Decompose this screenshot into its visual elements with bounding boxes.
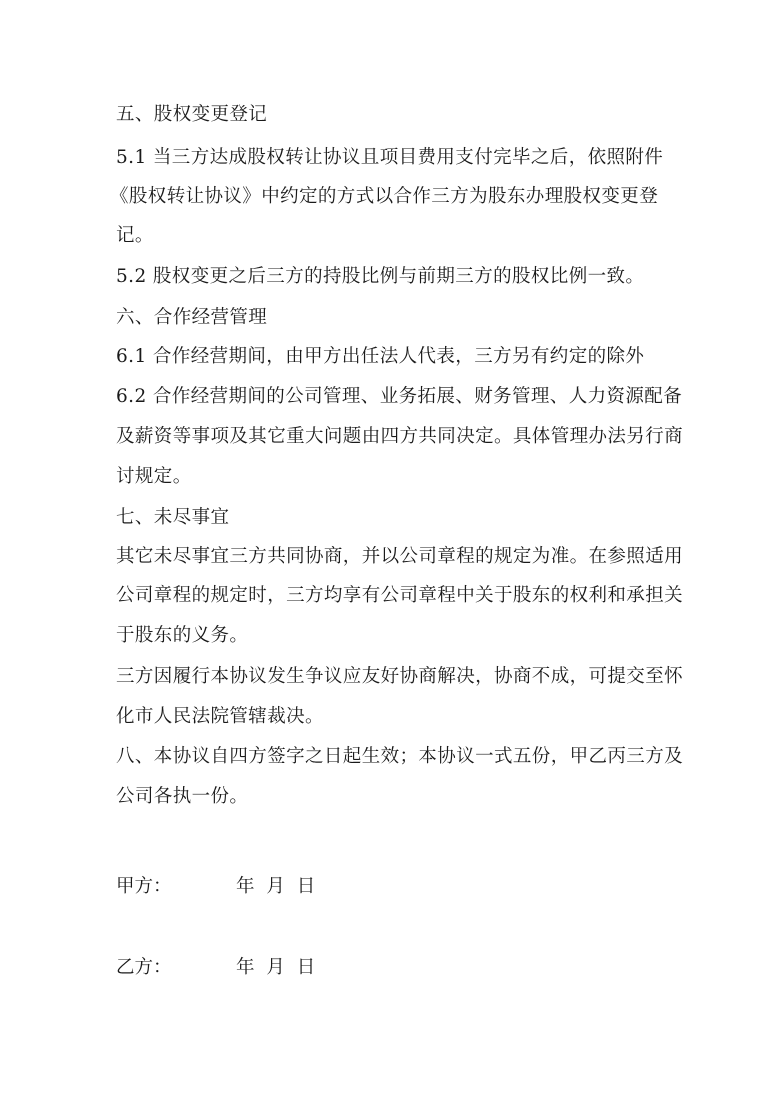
section-7-para-1-line-3: 于股东的义务。 [116,625,249,646]
clause-5-1-line-2: 《股权转让协议》中约定的方式以合作三方为股东办理股权变更登 [110,186,659,207]
party-b-date: 年 月 日 [236,957,316,978]
section-8-line-1: 八、本协议自四方签字之日起生效；本协议一式五份，甲乙丙三方及 [116,746,684,767]
clause-6-2-line-2: 及薪资等事项及其它重大问题由四方共同决定。具体管理办法另行商 [116,426,684,447]
clause-5-2: 5.2 股权变更之后三方的持股比例与前期三方的股权比例一致。 [116,266,645,287]
section-heading-5: 五、股权变更登记 [116,104,268,125]
section-7-para-1-line-2: 公司章程的规定时，三方均享有公司章程中关于股东的权利和承担关 [116,585,684,606]
party-b-label: 乙方： [116,957,172,978]
section-7-para-1-line-1: 其它未尽事宜三方共同协商，并以公司章程的规定为准。在参照适用 [116,546,684,567]
section-heading-7: 七、未尽事宜 [116,507,230,528]
section-8-line-2: 公司各执一份。 [116,786,249,807]
section-heading-6: 六、合作经营管理 [116,307,268,328]
clause-6-2-line-3: 讨规定。 [116,466,192,487]
signature-party-b [116,956,316,980]
clause-6-2-line-1: 6.2 合作经营期间的公司管理、业务拓展、财务管理、人力资源配备 [116,386,683,407]
signature-party-a [116,875,316,899]
clause-5-1-line-3: 记。 [116,225,154,246]
party-a-date: 年 月 日 [236,876,316,897]
party-a-label: 甲方： [116,876,172,897]
section-7-para-2-line-2: 化市人民法院管辖裁决。 [116,706,324,727]
clause-6-1: 6.1 合作经营期间，由甲方出任法人代表，三方另有约定的除外 [116,346,645,367]
clause-5-1-line-1: 5.1 当三方达成股权转让协议且项目费用支付完毕之后，依照附件 [116,147,664,168]
section-7-para-2-line-1: 三方因履行本协议发生争议应友好协商解决，协商不成，可提交至怀 [116,666,684,687]
